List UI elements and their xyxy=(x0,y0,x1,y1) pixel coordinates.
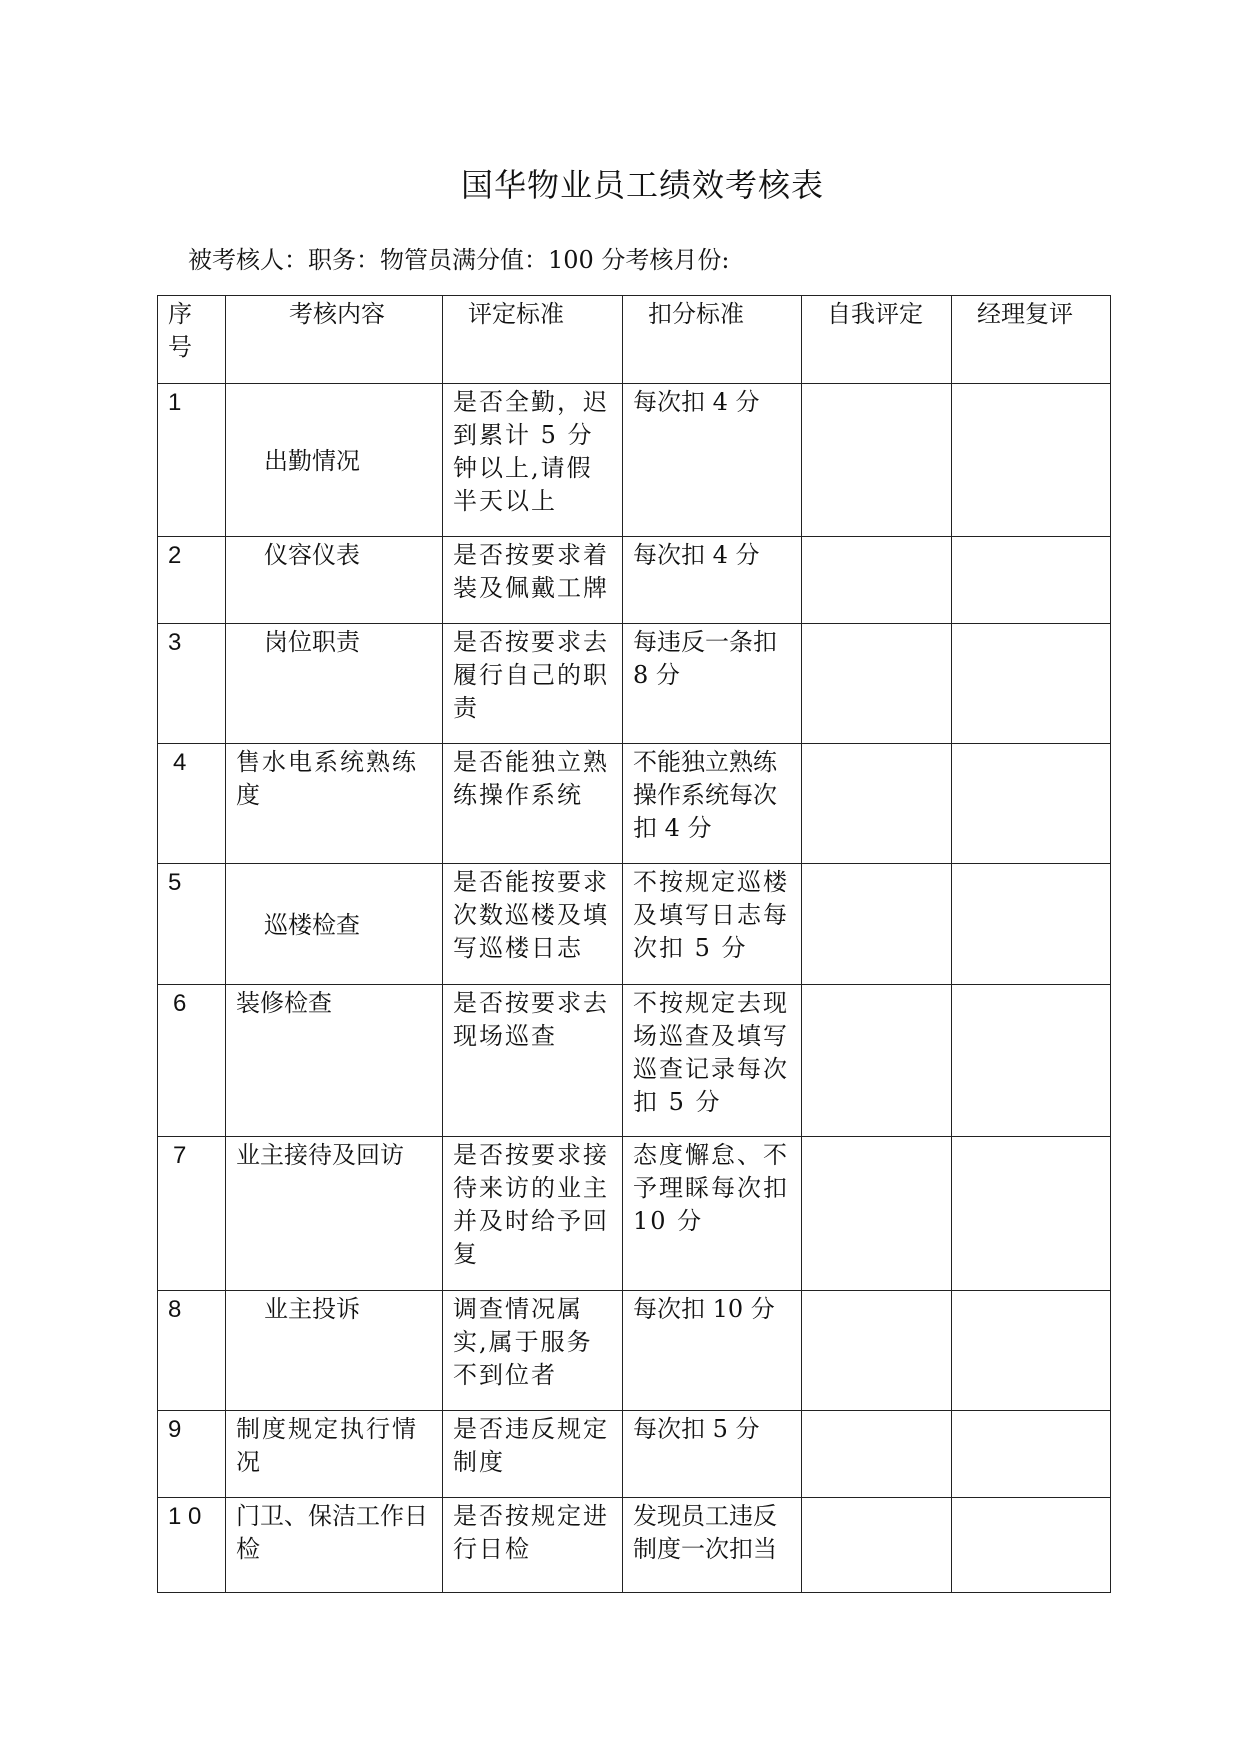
header-self xyxy=(802,296,952,384)
header-no: 序号 xyxy=(158,296,226,384)
row-manager[interactable] xyxy=(952,1411,1111,1498)
row-criteria: 是否按规定进行日检 xyxy=(443,1498,623,1593)
header-item-label: 考核内容 xyxy=(289,300,385,328)
row-item: 业主投诉 xyxy=(226,1291,443,1411)
row-manager[interactable] xyxy=(952,1291,1111,1411)
row-self[interactable] xyxy=(802,985,952,1137)
table-row xyxy=(158,537,1111,624)
row-deduction: 每次扣 4 分 xyxy=(623,384,802,537)
row-self[interactable] xyxy=(802,864,952,985)
document-title: 国华物业员工绩效考核表 xyxy=(460,166,824,204)
row-manager[interactable] xyxy=(952,384,1111,537)
row-no: 1 xyxy=(158,384,226,537)
row-item: 仪容仪表 xyxy=(226,537,443,624)
table-row xyxy=(158,1498,1111,1593)
row-item-text: 巡楼检查 xyxy=(264,910,360,939)
table-row xyxy=(158,985,1111,1137)
row-deduction: 不能独立熟练操作系统每次扣 4 分 xyxy=(623,744,802,864)
row-item: 业主接待及回访 xyxy=(226,1137,443,1291)
row-manager[interactable] xyxy=(952,985,1111,1137)
row-no: 9 xyxy=(158,1411,226,1498)
row-deduction: 不按规定巡楼及填写日志每次扣 5 分 xyxy=(623,864,802,985)
row-criteria: 是否按要求去现场巡查 xyxy=(443,985,623,1137)
row-self[interactable] xyxy=(802,384,952,537)
row-manager[interactable] xyxy=(952,1498,1111,1593)
header-criteria xyxy=(443,296,623,384)
header-item xyxy=(226,296,443,384)
row-manager[interactable] xyxy=(952,624,1111,744)
row-deduction: 发现员工违反制度一次扣当 xyxy=(623,1498,802,1593)
row-no: 2 xyxy=(158,537,226,624)
row-criteria: 是否按要求着装及佩戴工牌 xyxy=(443,537,623,624)
table-header-row xyxy=(158,296,1111,384)
row-self[interactable] xyxy=(802,1291,952,1411)
row-self[interactable] xyxy=(802,537,952,624)
row-no: 4 xyxy=(158,744,226,864)
table-row xyxy=(158,624,1111,744)
row-item: 装修检查 xyxy=(226,985,443,1137)
row-criteria: 是否能按要求次数巡楼及填写巡楼日志 xyxy=(443,864,623,985)
row-manager[interactable] xyxy=(952,744,1111,864)
row-item xyxy=(226,864,443,985)
row-self[interactable] xyxy=(802,744,952,864)
assessment-table xyxy=(157,295,1111,1593)
row-item: 门卫、保洁工作日检 xyxy=(226,1498,443,1593)
row-item xyxy=(226,384,443,537)
row-item-text: 出勤情况 xyxy=(264,446,360,475)
row-deduction: 态度懈怠、不予理睬每次扣 10 分 xyxy=(623,1137,802,1291)
row-deduction: 每次扣 4 分 xyxy=(623,537,802,624)
row-no: 7 xyxy=(158,1137,226,1291)
header-deduction xyxy=(623,296,802,384)
document-subtitle: 被考核人：职务：物管员满分值：100 分考核月份: xyxy=(188,246,730,274)
header-deduction-label: 扣分标准 xyxy=(648,300,744,328)
row-no: 8 xyxy=(158,1291,226,1411)
row-criteria: 是否能独立熟练操作系统 xyxy=(443,744,623,864)
header-criteria-label: 评定标准 xyxy=(468,300,564,328)
row-deduction: 每次扣 5 分 xyxy=(623,1411,802,1498)
row-criteria: 是否按要求接待来访的业主并及时给予回复 xyxy=(443,1137,623,1291)
header-manager xyxy=(952,296,1111,384)
row-criteria: 是否按要求去履行自己的职责 xyxy=(443,624,623,744)
row-criteria: 是否违反规定制度 xyxy=(443,1411,623,1498)
row-self[interactable] xyxy=(802,1498,952,1593)
table-row xyxy=(158,744,1111,864)
row-manager[interactable] xyxy=(952,537,1111,624)
row-criteria: 是否全勤，迟到累计 5 分钟以上,请假半天以上 xyxy=(443,384,623,537)
row-deduction: 每次扣 10 分 xyxy=(623,1291,802,1411)
row-no: 3 xyxy=(158,624,226,744)
row-deduction: 每违反一条扣 8 分 xyxy=(623,624,802,744)
row-item: 岗位职责 xyxy=(226,624,443,744)
table-row xyxy=(158,1411,1111,1498)
row-manager[interactable] xyxy=(952,1137,1111,1291)
table-row xyxy=(158,1137,1111,1291)
row-no: 1 0 xyxy=(158,1498,226,1593)
row-item: 售水电系统熟练度 xyxy=(226,744,443,864)
header-manager-label: 经理复评 xyxy=(977,300,1073,328)
row-self[interactable] xyxy=(802,1411,952,1498)
row-criteria: 调查情况属实,属于服务不到位者 xyxy=(443,1291,623,1411)
row-no: 6 xyxy=(158,985,226,1137)
row-item: 制度规定执行情况 xyxy=(226,1411,443,1498)
table-row xyxy=(158,1291,1111,1411)
row-no: 5 xyxy=(158,864,226,985)
table-row xyxy=(158,384,1111,537)
header-self-label: 自我评定 xyxy=(827,300,923,328)
row-manager[interactable] xyxy=(952,864,1111,985)
table-row xyxy=(158,864,1111,985)
row-self[interactable] xyxy=(802,1137,952,1291)
row-self[interactable] xyxy=(802,624,952,744)
row-deduction: 不按规定去现场巡查及填写巡查记录每次扣 5 分 xyxy=(623,985,802,1137)
